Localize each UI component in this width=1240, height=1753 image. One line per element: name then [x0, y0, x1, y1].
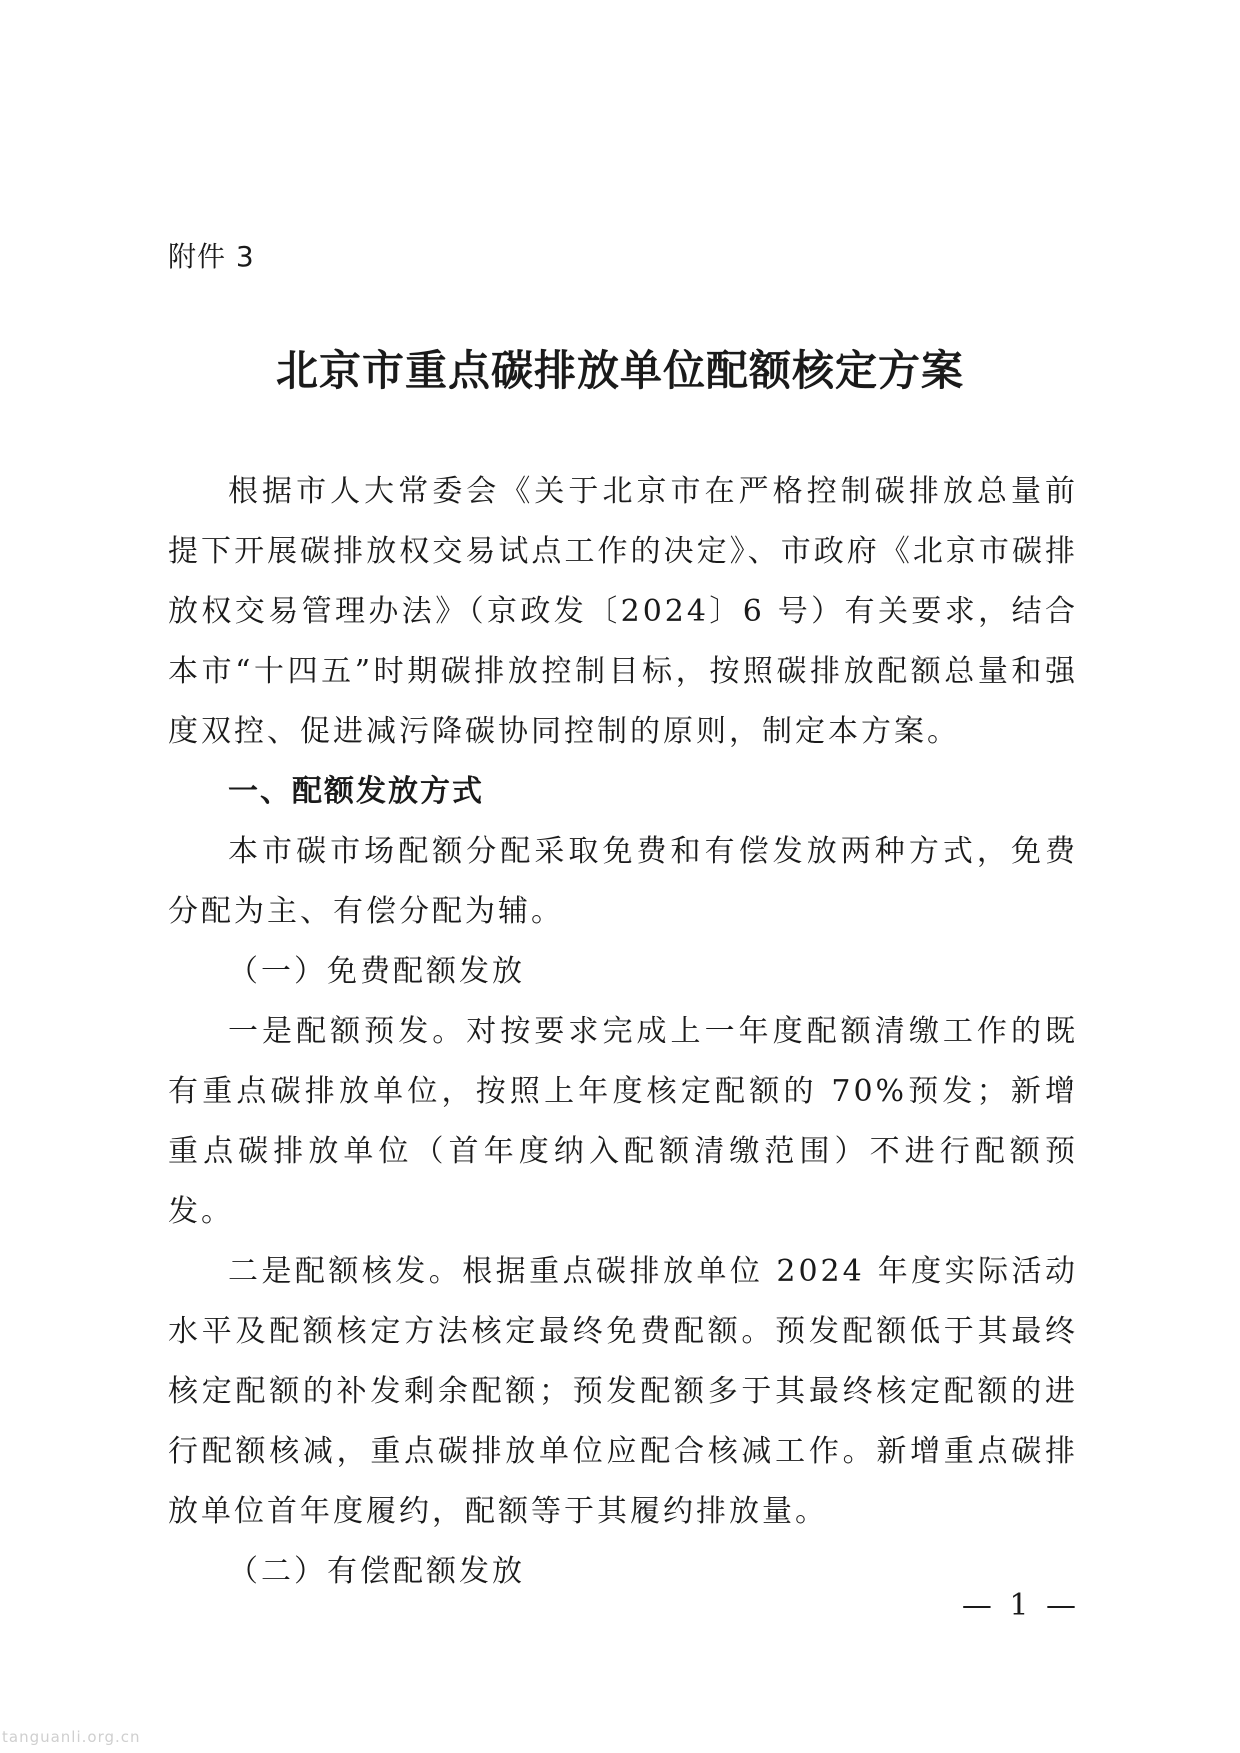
pre-allocation-paragraph: 一是配额预发。对按要求完成上一年度配额清缴工作的既有重点碳排放单位，按照上年度核定配额的 70%预发；新增重点碳排放单位（首年度纳入配额清缴范围）不进行配额预发。 — [168, 1014, 1078, 1229]
allocation-method-paragraph: 本市碳市场配额分配采取免费和有偿发放两种方式，免费分配为主、有偿分配为辅。 — [168, 834, 1078, 929]
watermark-text: tanguanli.org.cn — [2, 1728, 141, 1746]
subsection-heading-paid-allocation: （二）有偿配额发放 — [228, 1554, 525, 1589]
document-title: 北京市重点碳排放单位配额核定方案 — [275, 346, 964, 395]
page-number: — 1 — — [961, 1588, 1080, 1623]
attachment-label: 附件 3 — [168, 240, 255, 273]
document-body — [168, 462, 1078, 1602]
section-heading-allocation-method: 一、配额发放方式 — [228, 774, 484, 809]
subsection-heading-free-allocation: （一）免费配额发放 — [228, 954, 525, 989]
intro-paragraph: 根据市人大常委会《关于北京市在严格控制碳排放总量前提下开展碳排放权交易试点工作的决定》、市政府《北京市碳排放权交易管理办法》（京政发〔2024〕6 号）有关要求，结合本市“十四五”时期碳排放控制目标，按照碳排放配额总量和强度双控、促进减污降碳协同控制的原则，制定本方案。 — [168, 474, 1078, 749]
final-allocation-paragraph: 二是配额核发。根据重点碳排放单位 2024 年度实际活动水平及配额核定方法核定最终免费配额。预发配额低于其最终核定配额的补发剩余配额；预发配额多于其最终核定配额的进行配额核减，重点碳排放单位应配合核减工作。新增重点碳排放单位首年度履约，配额等于其履约排放量。 — [168, 1254, 1078, 1529]
